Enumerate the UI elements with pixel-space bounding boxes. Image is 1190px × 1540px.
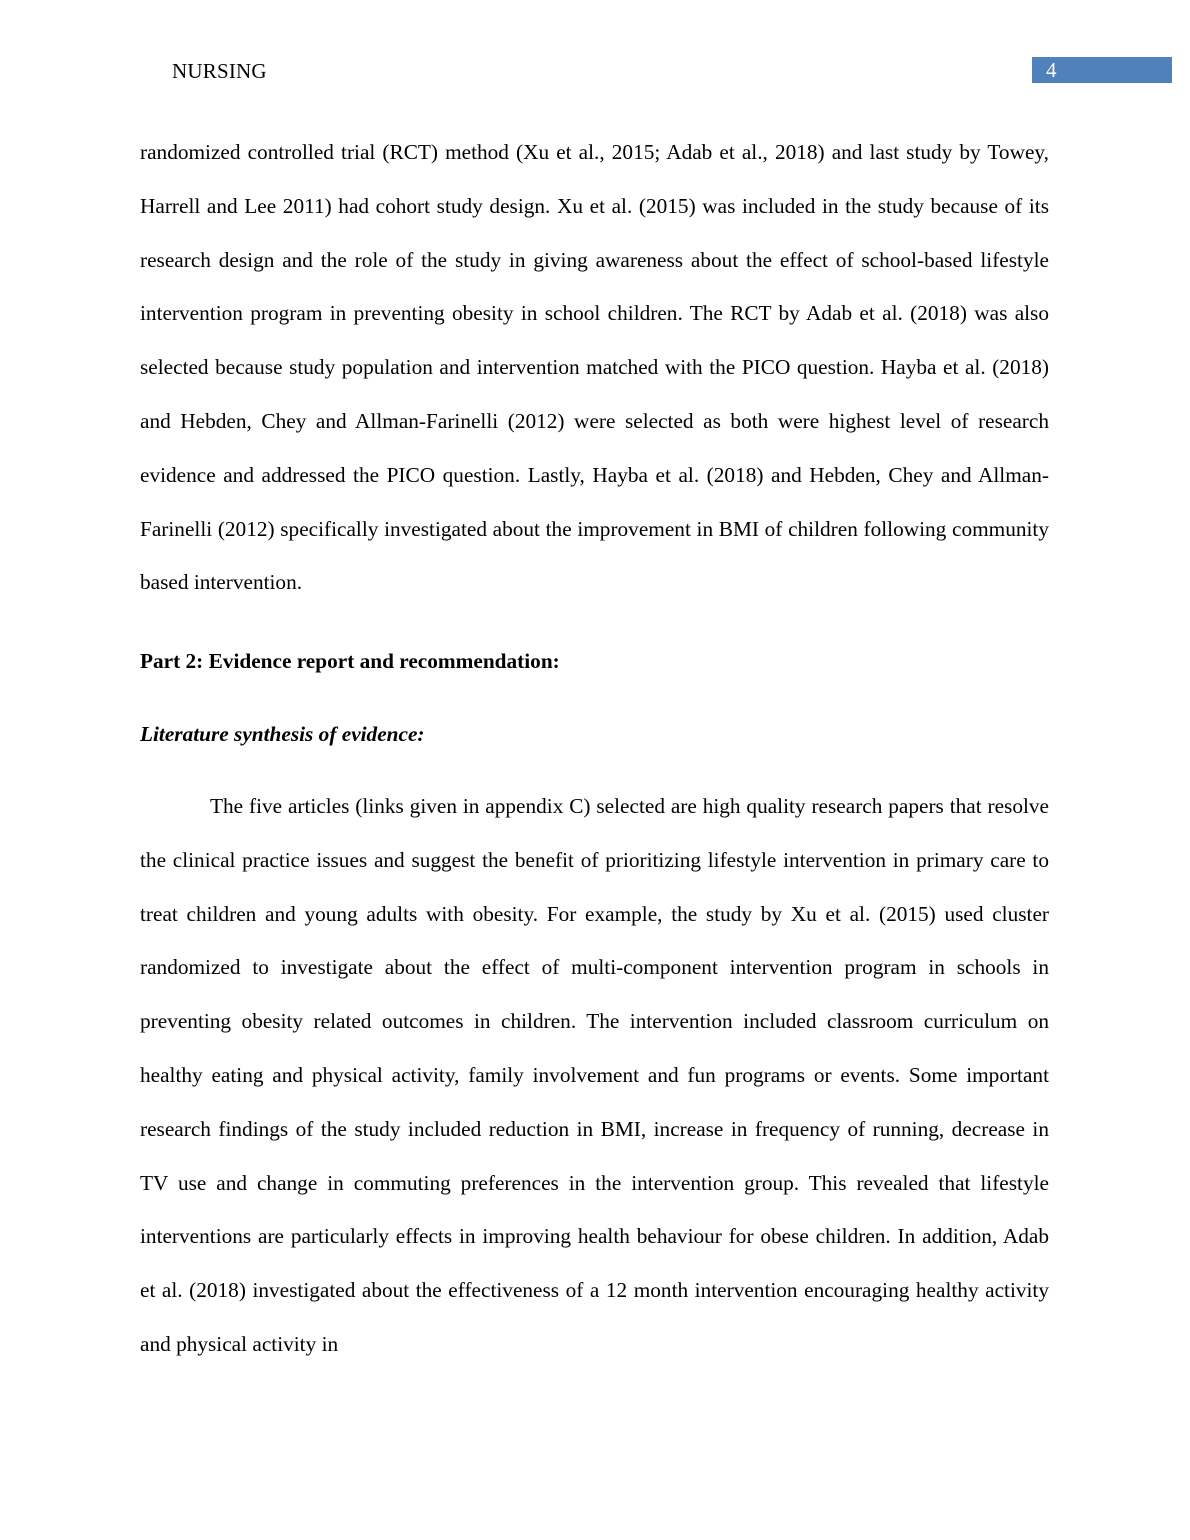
body-paragraph-1: randomized controlled trial (RCT) method (Xu et al., 2015; Adab et al., 2018) and last study by Towey, Harrell and Lee 2011) had cohort study design. Xu et al. (2015) was included in the study because of its research design and the role of the study in giving awareness about the effect of school-based lifestyle intervention program in preventing obesity in school children. The RCT by Adab et al. (2018) was also selected because study population and intervention matched with the PICO question. Hayba et al. (2018) and Hebden, Chey and Allman-Farinelli (2012) were selected as both were highest level of research evidence and addressed the PICO question. Lastly, Hayba et al. (2018) and Hebden, Chey and Allman-Farinelli (2012) specifically investigated about the improvement in BMI of children following community based intervention.	[140, 140, 1049, 595]
section-heading: Part 2: Evidence report and recommendation:	[140, 649, 560, 673]
page-number: 4	[1046, 58, 1057, 82]
subsection-heading: Literature synthesis of evidence:	[140, 722, 425, 746]
body-paragraph-2: The five articles (links given in appendix C) selected are high quality research papers that resolve the clinical practice issues and suggest the benefit of prioritizing lifestyle intervention in primary care to treat children and young adults with obesity. For example, the study by Xu et al. (2015) used cluster randomized to investigate about the effect of multi-component intervention program in schools in preventing obesity related outcomes in children. The intervention included classroom curriculum on healthy eating and physical activity, family involvement and fun programs or events. Some important research findings of the study included reduction in BMI, increase in frequency of running, decrease in TV use and change in commuting preferences in the intervention group. This revealed that lifestyle interventions are particularly effects in improving health behaviour for obese children. In addition, Adab et al. (2018) investigated about the effectiveness of a 12 month intervention encouraging healthy activity and physical activity in	[140, 794, 1049, 1356]
running-head: NURSING	[172, 59, 267, 83]
page-number-box	[1032, 57, 1172, 83]
